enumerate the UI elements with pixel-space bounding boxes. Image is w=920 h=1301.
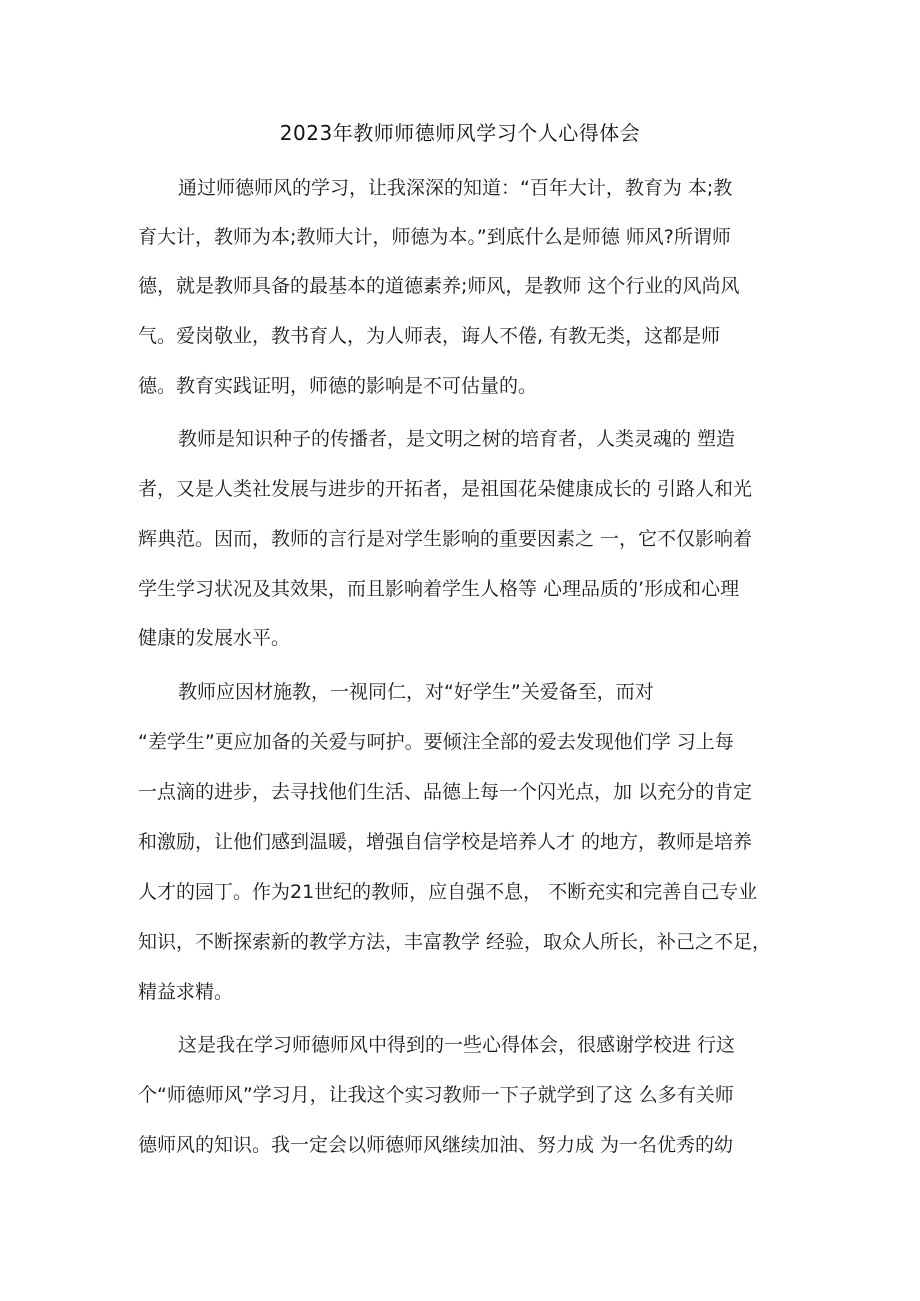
paragraph-2-line-1: 教师是知识种子的传播者，是文明之树的培育者，人类灵魂的 塑造 <box>178 428 736 450</box>
paragraph-1-line-5: 德。教育实践证明，师德的影响是不可估量的。 <box>138 375 538 397</box>
paragraph-1-line-3: 德，就是教师具备的最基本的道德素养;师风，是教师 这个行业的风尚风 <box>138 275 740 297</box>
paragraph-2-line-3: 辉典范。因而，教师的言行是对学生影响的重要因素之 一，它不仅影响着 <box>138 528 753 550</box>
paragraph-4-line-2: 个“师德师风”学习月，让我这个实习教师一下子就学到了这 么多有关师 <box>138 1084 734 1106</box>
paragraph-3-line-1: 教师应因材施教，一视同仁，对“好学生”关爱备至，而对 <box>178 681 654 703</box>
paragraph-2-line-2: 者，又是人类社发展与进步的开拓者，是祖国花朵健康成长的 引路人和光 <box>138 478 753 500</box>
paragraph-3-line-4: 和激励，让他们感到温暖，增强自信学校是培养人才 的地方，教师是培养 <box>138 831 753 853</box>
paragraph-3-line-7: 精益求精。 <box>138 981 234 1003</box>
paragraph-2-line-5: 健康的发展水平。 <box>138 627 291 649</box>
paragraph-3-line-6: 知识，不断探索新的教学方法，丰富教学 经验，取众人所长，补己之不足， <box>138 931 772 953</box>
paragraph-3-line-2: “差学生”更应加备的关爱与呵护。要倾注全部的爱去发现他们学 习上每 <box>138 731 734 753</box>
document-title: 2023年教师师德师风学习个人心得体会 <box>279 121 641 145</box>
paragraph-4-line-1: 这是我在学习师德师风中得到的一些心得体会，很感谢学校进 行这 <box>178 1034 736 1056</box>
paragraph-1-line-4: 气。爱岗敬业，教书育人，为人师表，诲人不倦, 有教无类，这都是师 <box>138 325 721 347</box>
paragraph-2-line-4: 学生学习状况及其效果，而且影响着学生人格等 心理品质的’形成和心理 <box>138 578 740 600</box>
paragraph-1-line-1: 通过师德师风的学习，让我深深的知道：“百年大计，教育为 本;教 <box>178 177 733 199</box>
paragraph-3-line-3: 一点滴的进步，去寻找他们生活、品德上每一个闪光点，加 以充分的肯定 <box>138 781 753 803</box>
paragraph-3-line-5: 人才的园丁。作为21世纪的教师，应自强不息， 不断充实和完善自己专业 <box>138 881 758 903</box>
paragraph-4-line-3: 德师风的知识。我一定会以师德师风继续加油、努力成 为一名优秀的幼 <box>138 1134 734 1156</box>
paragraph-1-line-2: 育大计，教师为本;教师大计，师德为本。”到底什么是师德 师风?所谓师 <box>138 226 731 248</box>
